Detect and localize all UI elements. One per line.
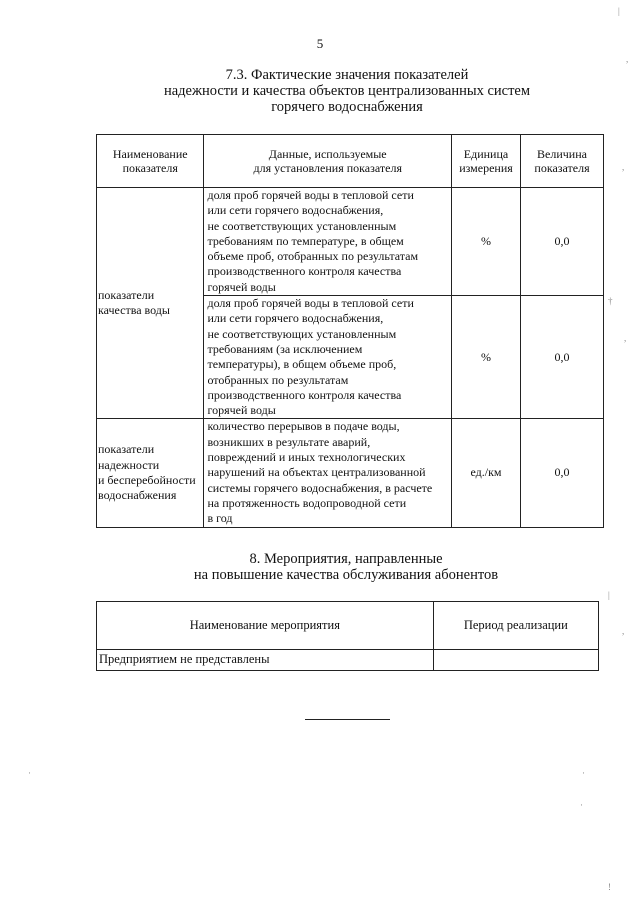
- section-title-reliability: [0, 67, 640, 115]
- row3-unit: ед./км: [451, 419, 520, 527]
- scan-speck: ·: [582, 768, 585, 778]
- row1-value: 0,0: [521, 188, 604, 296]
- row3-value: 0,0: [521, 419, 604, 527]
- title-line: на повышение качества обслуживания абонентов: [193, 567, 499, 583]
- header-value: Величина показателя: [521, 135, 604, 188]
- title-line: горячего водоснабжения: [271, 99, 423, 115]
- scan-speck: ·: [580, 800, 583, 810]
- row2-unit: %: [451, 296, 520, 419]
- row1-data: доля проб горячей воды в тепловой сети или сети горячего водоснабжения, не соответствующих установленным требованиям по температуре, в общем объеме проб, отобранных по результатам производственного контроля качества горячей воды: [204, 188, 452, 296]
- title-line: надежности и качества объектов централизованных систем: [163, 83, 531, 99]
- row2-value: 0,0: [521, 296, 604, 419]
- row1-unit: %: [451, 188, 520, 296]
- group-label-reliability: показатели надежности и бесперебойности водоснабжения: [97, 419, 204, 527]
- header-period: Период реализации: [433, 602, 598, 650]
- title-line: 8. Мероприятия, направленные: [249, 551, 443, 567]
- scan-speck: ,: [622, 162, 625, 172]
- scan-speck: ·: [28, 768, 31, 778]
- table-row: [97, 419, 604, 527]
- header-unit: Единица измерения: [451, 135, 520, 188]
- scan-speck: ,: [622, 626, 625, 636]
- row2-data: доля проб горячей воды в тепловой сети или сети горячего водоснабжения, не соответствующих установленным требованиям (за исключением температуры), в общем объеме проб, отобранных по результатам производственного контроля качества горячей воды: [204, 296, 452, 419]
- table-row: [97, 650, 599, 671]
- closing-rule: [305, 719, 390, 720]
- header-name: Наименование показателя: [97, 135, 204, 188]
- table-header-row: [97, 602, 599, 650]
- scan-speck: ,: [624, 333, 627, 343]
- section-title-measures: [0, 551, 640, 583]
- measure-name-cell: Предприятием не представлены: [97, 650, 434, 671]
- header-data: Данные, используемые для установления показателя: [204, 135, 452, 188]
- group-label-water-quality: показатели качества воды: [97, 188, 204, 419]
- measures-table: [96, 601, 599, 671]
- measure-period-cell: [433, 650, 598, 671]
- scan-speck: |: [608, 590, 610, 600]
- reliability-indicators-table: [96, 134, 604, 528]
- scan-speck: ,: [626, 54, 629, 64]
- row3-data: количество перерывов в подаче воды, возникших в результате аварий, повреждений и иных технологических нарушений на объектах централизованной системы горячего водоснабжения, в расчете на протяженность водопроводной сети в год: [204, 419, 452, 527]
- scan-speck: !: [608, 882, 611, 892]
- table-row: [97, 188, 604, 296]
- table-header-row: [97, 135, 604, 188]
- scan-speck: †: [608, 296, 613, 306]
- title-line: 7.3. Фактические значения показателей: [225, 67, 469, 83]
- page-number: 5: [316, 36, 324, 51]
- header-measure-name: Наименование мероприятия: [97, 602, 434, 650]
- scan-speck: |: [618, 6, 620, 16]
